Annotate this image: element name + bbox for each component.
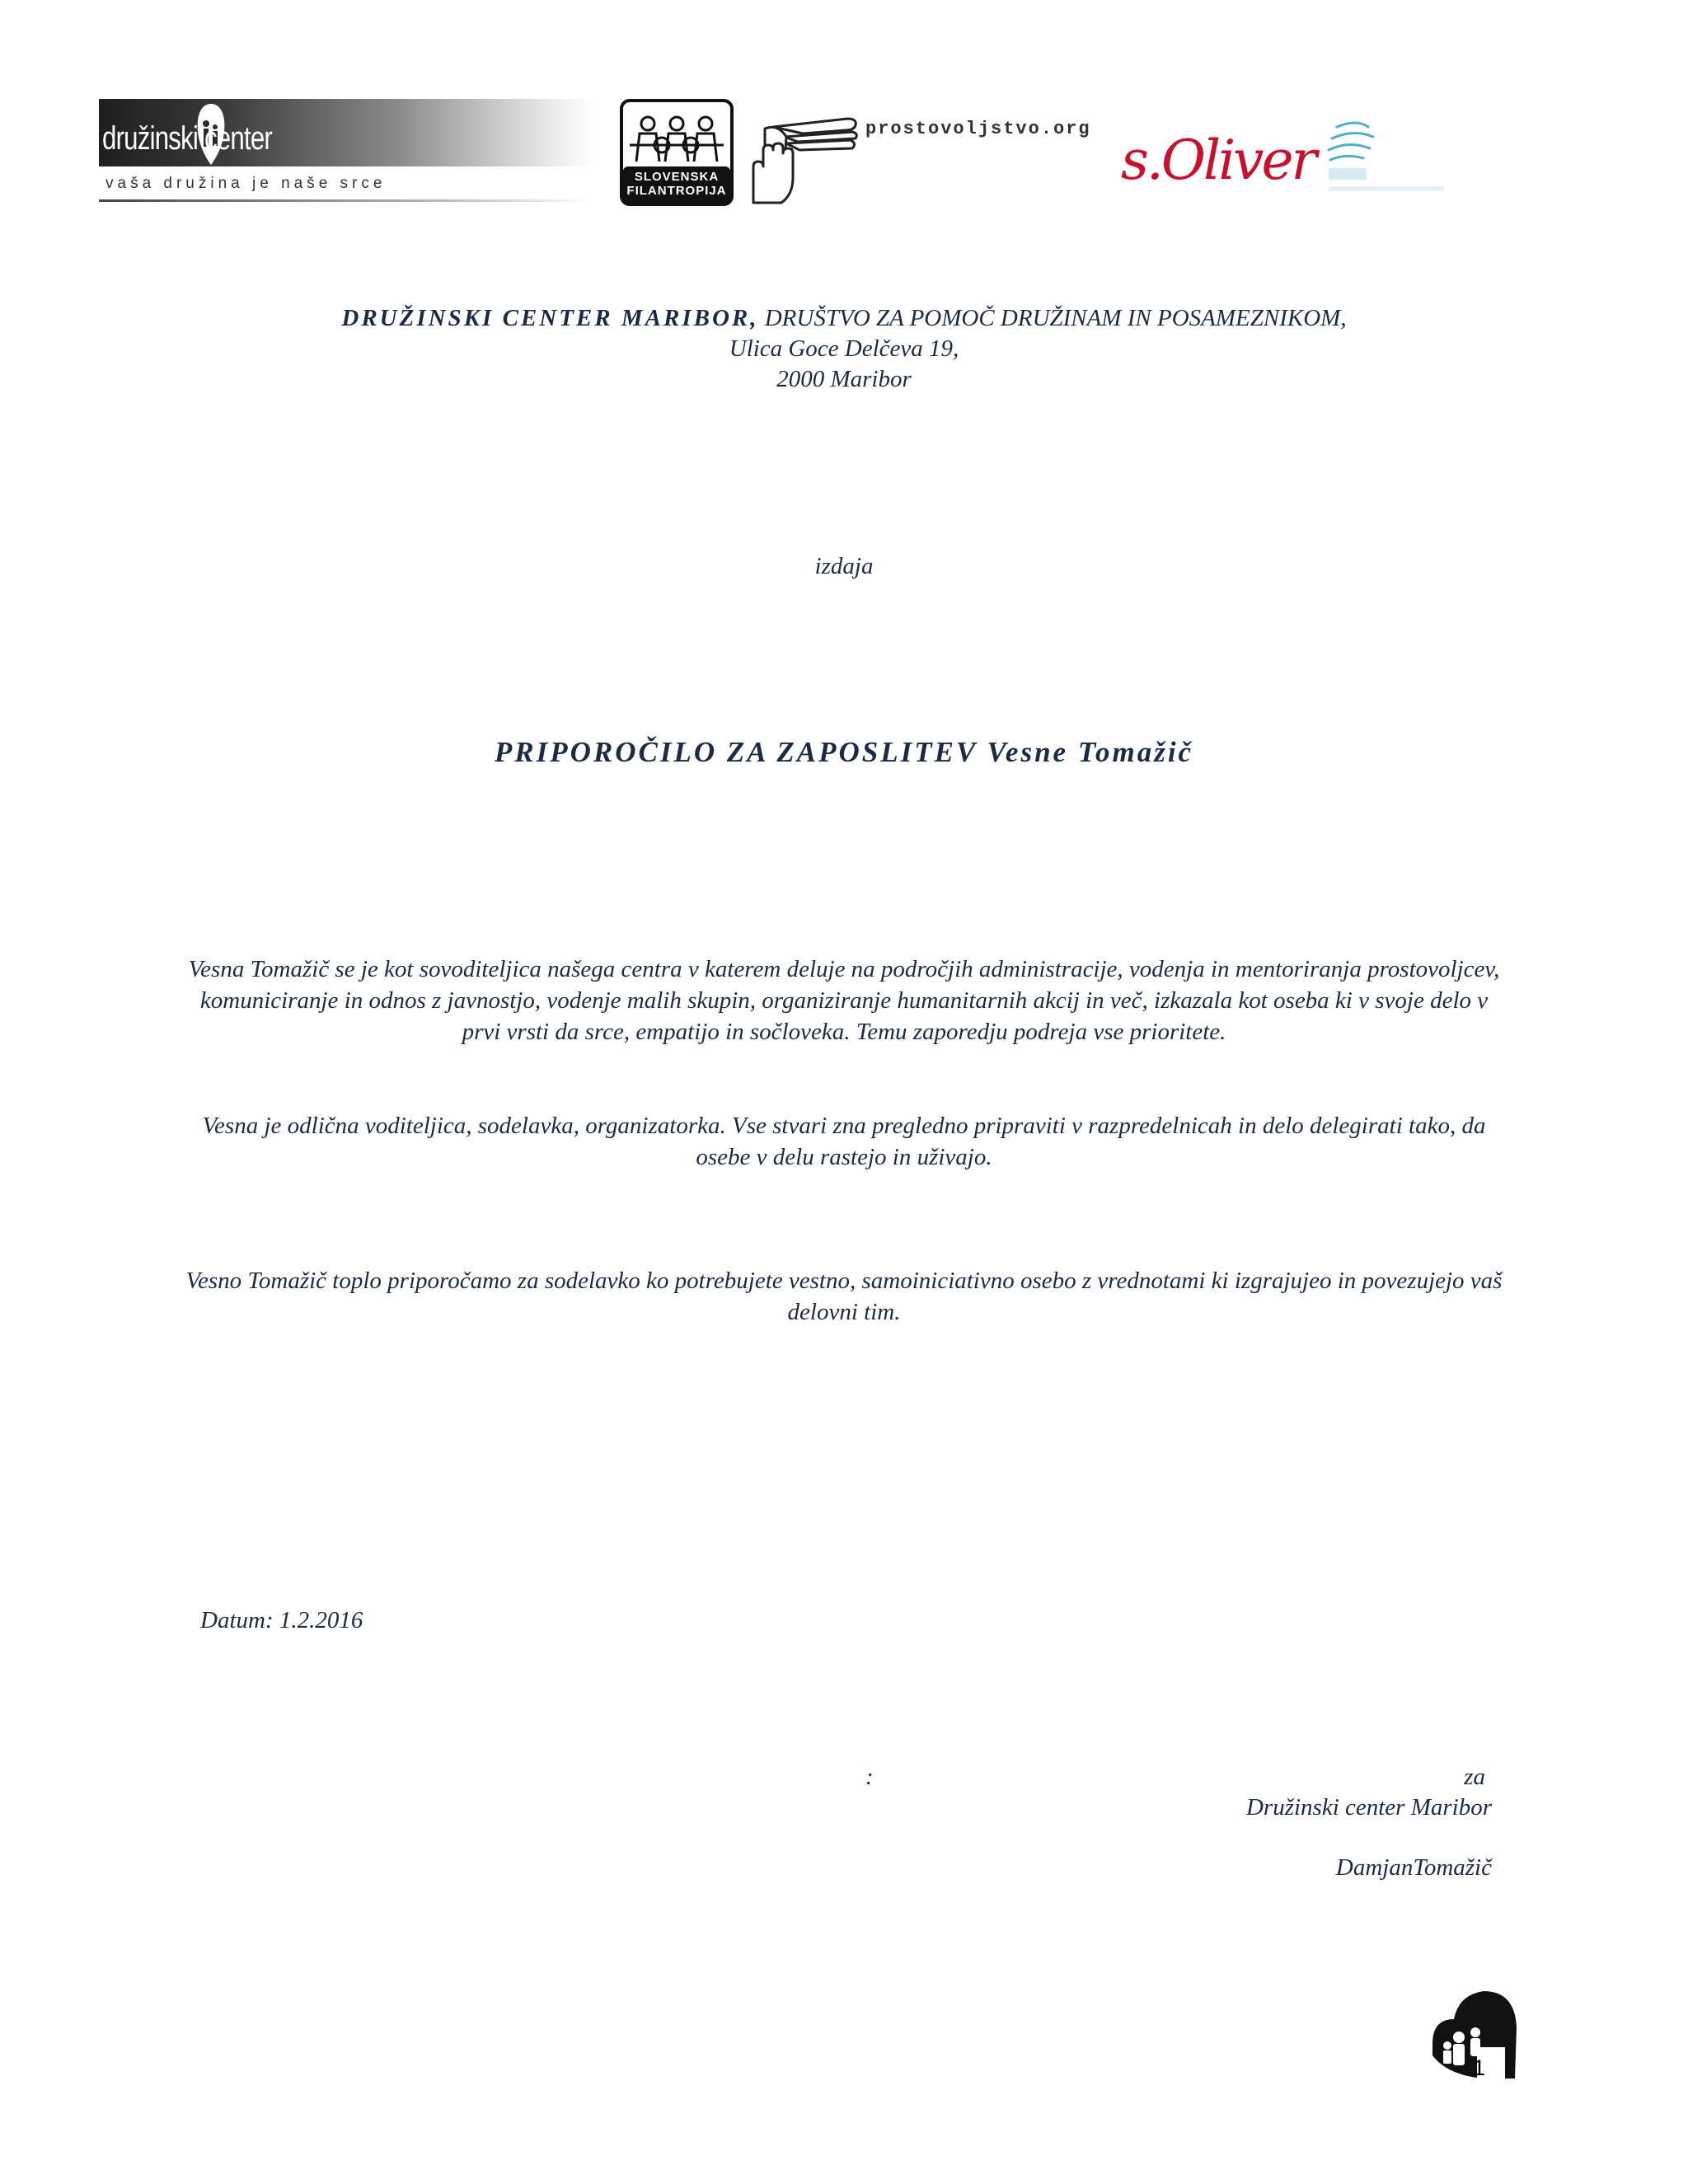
paragraph-1: Vesna Tomažič se je kot sovoditeljica našega centra v katerem deluje na področjih administracije, vodenja in mentoriranja prostovoljcev, komuniciranje in odnos z javnostjo, vodenje malih skupin, organiziranje humanitarnih akcij in več, izkazala kot oseba ki v svoje delo v prvi vrsti da srce, empatijo in sočloveka. Temu zaporedju podreja vse prioritete. (188, 956, 1500, 1045)
organization-name-line (181, 303, 1507, 334)
organization-city: 2000 Maribor (776, 366, 912, 392)
s-oliver-logo: s.Oliver (1121, 129, 1315, 192)
organization-name: DRUŽINSKI CENTER MARIBOR, (341, 305, 759, 331)
signature-name: DamjanTomažič (1335, 1854, 1492, 1881)
druzinski-center-logo (99, 99, 593, 206)
organization-street: Ulica Goce Delčeva 19, (729, 335, 959, 362)
signature-organization: Družinski center Maribor (1245, 1794, 1492, 1821)
signature-za: za (1464, 1764, 1485, 1790)
hands-icon (748, 112, 864, 207)
filantropija-label (620, 170, 734, 198)
date-line: Datum: 1.2.2016 (200, 1607, 363, 1633)
filantropija-line2: FILANTROPIJA (626, 184, 727, 198)
organization-header (181, 303, 1507, 395)
paragraph-3: Vesno Tomažič toplo priporočamo za sodelavko ko potrebujete vestno, samoiniciativno osebo z vrednotami ki izgrajujeo in povezujejo vaš delovni tim. (185, 1268, 1503, 1325)
document-title: PRIPOROČILO ZA ZAPOSLITEV Vesne Tomažič (494, 736, 1194, 768)
filantropija-line1: SLOVENSKA (634, 170, 720, 184)
logo-underline (99, 199, 593, 202)
colon-mark: : (865, 1764, 874, 1790)
issues-label: izdaja (814, 553, 874, 579)
prostovoljstvo-logo (748, 112, 1111, 207)
logo-wordmark: družinski center (102, 120, 273, 157)
logo-tagline: vaša družina je naše srce (106, 175, 387, 192)
slovenska-filantropija-logo (620, 99, 734, 206)
swirl-logo-icon (1320, 115, 1452, 210)
organization-description: DRUŠTVO ZA POMOČ DRUŽINAM IN POSAMEZNIKOM, (758, 305, 1347, 331)
page-number: 1 (1473, 2055, 1486, 2080)
paragraph-2: Vesna je odlična voditeljica, sodelavka, organizatorka. Vse stvari zna pregledno pripraviti v razpredelnicah in delo delegirati tako, da osebe v delu rastejo in uživajo. (202, 1113, 1486, 1170)
prostovoljstvo-text: prostovoljstvo.org (865, 119, 1091, 139)
